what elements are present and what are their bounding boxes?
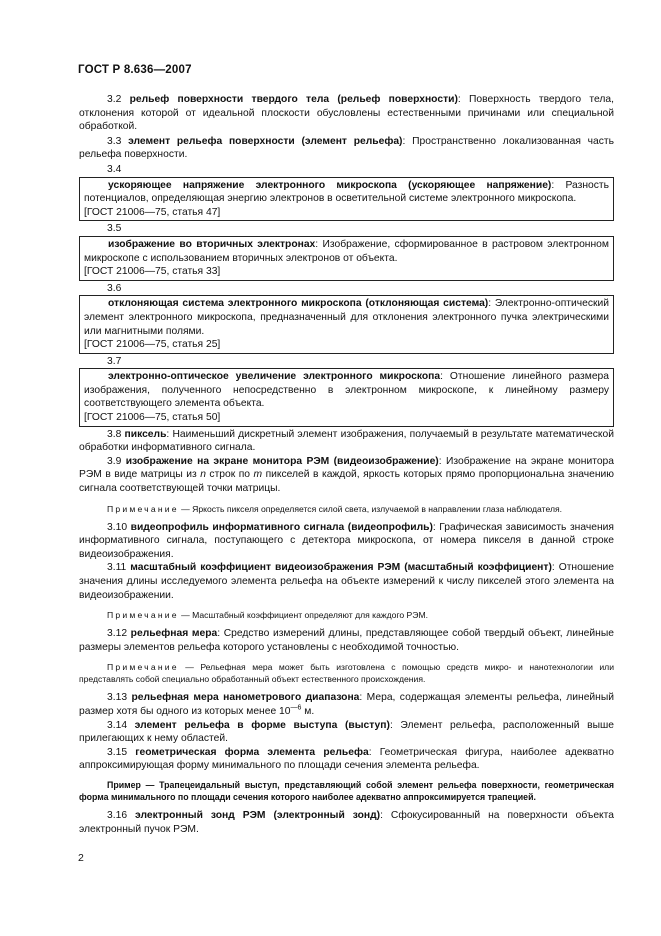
term-3-13: 3.13 рельефная мера нанометрового диапазона: Мера, содержащая элементы рельефа, линейный размер хотя бы одного из которых менее $10^{—6}$ м. xyxy=(79,692,615,717)
term-box-3-6 xyxy=(79,295,614,353)
document-header: ГОСТ Р 8.636—2007 xyxy=(78,64,192,76)
term-box-3-5 xyxy=(79,236,614,281)
term-box-3-7 xyxy=(79,368,614,426)
term-3-3: 3.3 элемент рельефа поверхности (элемент рельефа): Пространственно локализованная часть рельефа поверхности. xyxy=(79,135,614,161)
term-ref-3-5: [ГОСТ 21006—75, статья 33] xyxy=(84,266,221,278)
term-3-12: 3.12 рельефная мера: Средство измерений длины, представляющее собой твердый объект, линейные размеры элементов рельефа которого установлены с необходимой точностью. xyxy=(79,628,614,653)
term-3-14: 3.14 элемент рельефа в форме выступа (выступ): Элемент рельефа, расположенный выше прилегающих к нему областей. xyxy=(79,719,614,745)
term-box-3-4 xyxy=(79,177,614,222)
term-ref-3-4: [ГОСТ 21006—75, статья 47] xyxy=(84,206,221,218)
term-3-5: изображение во вторичных электронах: Изображение, сформированное в растровом электронном микроскопе с использованием вторичных электронов от объекта. xyxy=(84,238,609,264)
term-3-15: 3.15 геометрическая форма элемента рельефа: Геометрическая фигура, наиболее адекватно аппроксимирующая форму минимального по площади сечения элемента рельефа. xyxy=(79,746,614,772)
example-trapezoid: Пример — Трапецеидальный выступ, представляющий собой элемент рельефа поверхности, геометрическая форма минимального по площади сечения которого наиболее адекватно аппроксимируется трапецией. xyxy=(79,779,614,802)
term-3-10: 3.10 видеопрофиль информативного сигнала (видеопрофиль): Графическая зависимость значения информативного сигнала, поступающего с детектора микроскопа, от номера пикселя в данной строке видеоизображения. xyxy=(79,521,614,560)
term-number-3-6: 3.6 xyxy=(107,282,122,294)
note-relief-measure: Примечание — Рельефная мера может быть изготовлена с помощью средств микро- и нанотехнологии или представлять собой специально обработанный объект естественного происхождения. xyxy=(79,662,614,685)
term-number-3-4: 3.4 xyxy=(107,163,122,175)
term-ref-3-7: [ГОСТ 21006—75, статья 50] xyxy=(84,412,221,424)
term-3-4: ускоряющее напряжение электронного микроскопа (ускоряющее напряжение): Разность потенциалов, определяющая энергию электронов в осветительной системе электронного микроскопа. xyxy=(84,179,609,205)
term-number-3-5: 3.5 xyxy=(107,223,122,235)
page-number: 2 xyxy=(78,852,84,864)
term-3-7: электронно-оптическое увеличение электронного микроскопа: Отношение линейного размера изображения, полученного непосредственно в электронном микроскопе, к линейному размеру соответствующего элемента объекта. xyxy=(84,371,609,410)
document-body xyxy=(79,93,614,836)
term-3-2: 3.2 рельеф поверхности твердого тела (рельеф поверхности): Поверхность твердого тела, отклонения которой от идеальной плоскости обусловлены естественными причинами или специальной обработкой. xyxy=(79,94,614,133)
term-number-3-7: 3.7 xyxy=(107,355,122,367)
note-scale-factor: Примечание — Масштабный коэффициент определяют для каждого РЭМ. xyxy=(107,610,428,621)
term-3-8: 3.8 пиксель: Наименьший дискретный элемент изображения, получаемый в результате математической обработки информативного сигнала. xyxy=(79,428,614,454)
term-3-11: 3.11 масштабный коэффициент видеоизображения РЭМ (масштабный коэффициент): Отношение значения длины исследуемого элемента рельефа на объекте измерений к числу пикселей этого элемента на видеоизображении. xyxy=(79,562,614,601)
term-3-9: 3.9 изображение на экране монитора РЭМ (видеоизображение): Изображение на экране монитора РЭМ в виде матрицы из n строк по m пикселей в каждой, яркость которых прямо пропорциональна значению сигнала соответствующей точки матрицы. xyxy=(79,455,615,495)
term-ref-3-6: [ГОСТ 21006—75, статья 25] xyxy=(84,339,221,351)
term-3-6: отклоняющая система электронного микроскопа (отклоняющая система): Электронно-оптический элемент электронного микроскопа, предназначенный для отклонения электронного пучка электрическими или магнитными полями. xyxy=(84,298,609,337)
term-3-16: 3.16 электронный зонд РЭМ (электронный зонд): Сфокусированный на поверхности объекта электронный пучок РЭМ. xyxy=(79,809,615,835)
note-pixel: Примечание — Яркость пикселя определяется силой света, излучаемой в направлении глаза наблюдателя. xyxy=(107,503,563,514)
